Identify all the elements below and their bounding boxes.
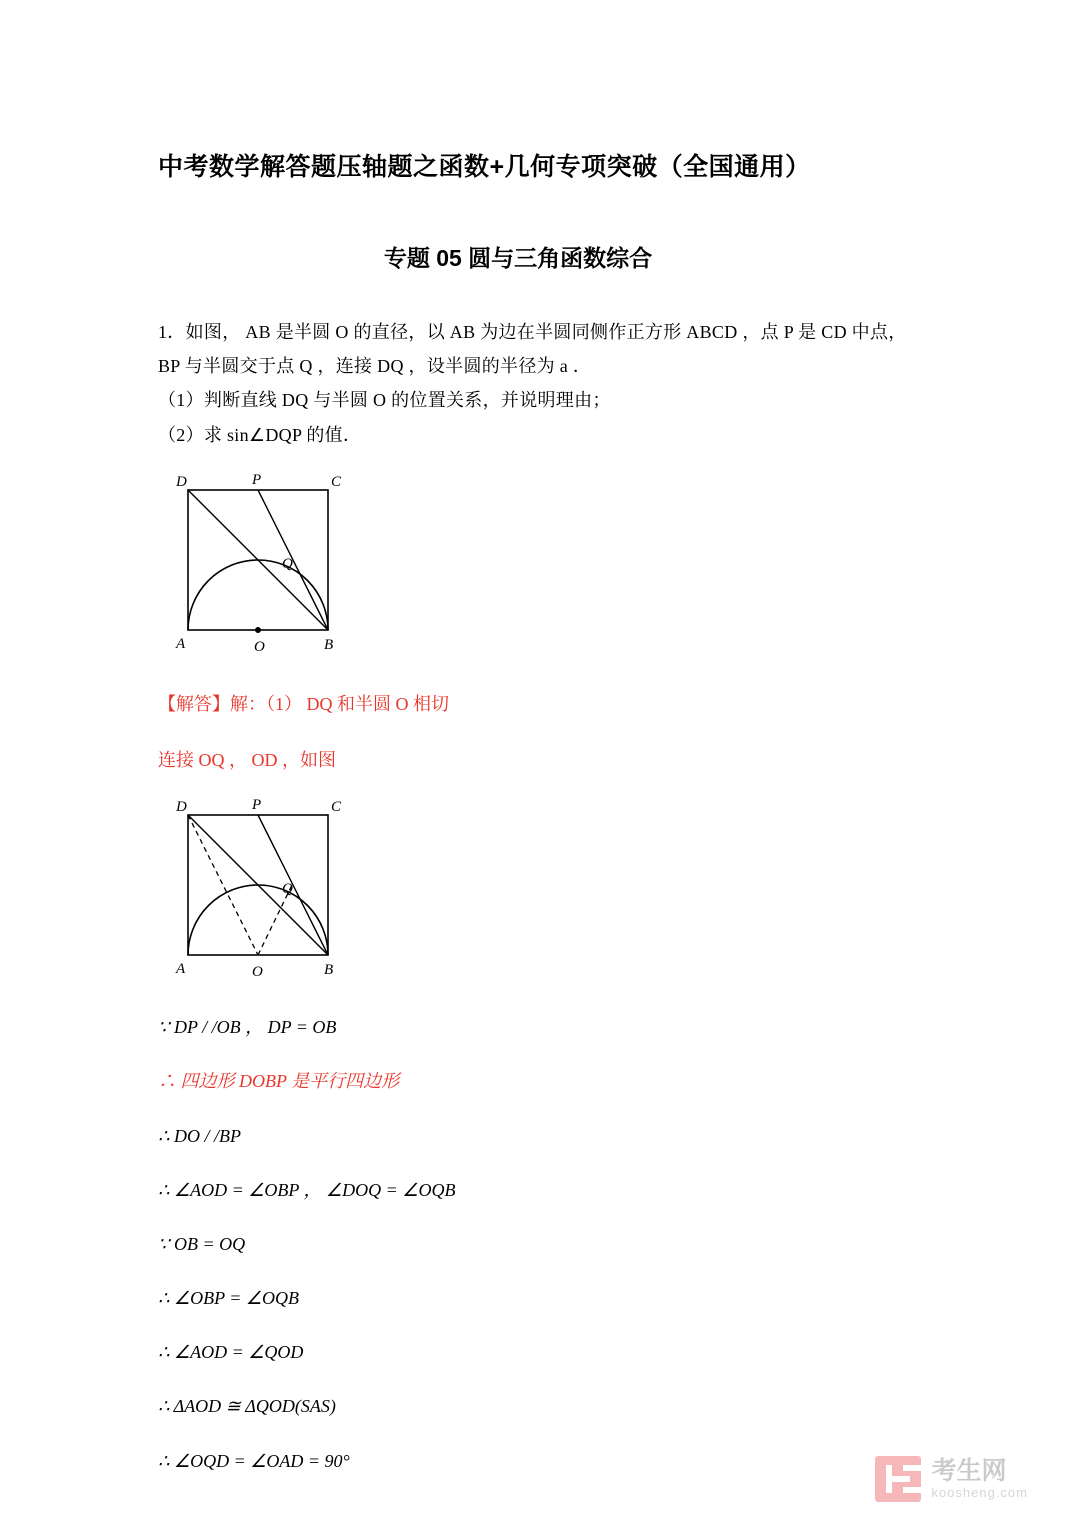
label-a: A xyxy=(176,961,186,978)
label-o: O xyxy=(252,964,263,981)
watermark-logo-icon xyxy=(875,1456,921,1502)
semicircle-o xyxy=(188,560,328,630)
label-b: B xyxy=(324,962,334,979)
label-p: P xyxy=(252,797,262,814)
label-b: B xyxy=(324,636,334,653)
solution-step: ∴ ∠AOD = ∠OBP ， ∠DOQ = ∠OQB xyxy=(158,1179,456,1200)
question-block xyxy=(158,315,918,452)
solution-step: ∵ DP / /OB ， DP = OB xyxy=(158,1017,337,1038)
label-c: C xyxy=(331,473,342,490)
point-o-dot xyxy=(255,627,261,633)
question-part-2: （2）求 sin∠DQP 的值． xyxy=(158,424,362,445)
label-q: Q xyxy=(282,881,293,898)
label-d: D xyxy=(176,473,187,490)
semicircle-o xyxy=(188,885,328,955)
question-stem-line-1: 1．如图， AB 是半圆 O 的直径，以 AB 为边在半圆同侧作正方形 ABCD ，点 P 是 CD 中点， xyxy=(158,322,907,342)
label-a: A xyxy=(176,635,186,652)
segment-db xyxy=(188,815,328,955)
solution-step: ∵ OB = OQ xyxy=(158,1233,246,1254)
solution-step: ∴ 四边形 DOBP 是平行四边形 xyxy=(158,1071,400,1092)
label-d: D xyxy=(176,799,187,816)
solution-step: ∴ ΔAOD ≅ ΔQOD(SAS) xyxy=(158,1396,336,1417)
label-c: C xyxy=(331,799,342,816)
section-title: 专题 05 圆与三角函数综合 xyxy=(383,245,653,271)
watermark-cn: 考生网 xyxy=(931,1457,1007,1486)
label-o: O xyxy=(254,638,265,655)
watermark-text xyxy=(931,1458,1028,1500)
solution-steps xyxy=(158,1010,918,1478)
solution-step: ∴ ∠OBP = ∠OQB xyxy=(158,1288,300,1309)
figure-2 xyxy=(168,795,918,990)
segment-db xyxy=(188,490,328,630)
answer-head: 【解答】解：（1） DQ 和半圆 O 相切 xyxy=(158,693,449,714)
solution-step: ∴ ∠OQD = ∠OAD = 90° xyxy=(158,1450,350,1471)
watermark-en: koosheng.com xyxy=(931,1484,1028,1500)
label-p: P xyxy=(252,471,262,488)
label-q: Q xyxy=(282,555,293,572)
question-stem-line-2: BP 与半圆交于点 Q ，连接 DQ ，设半圆的半径为 a ． xyxy=(158,356,592,377)
page-title: 中考数学解答题压轴题之函数+几何专项突破（全国通用） xyxy=(158,153,811,181)
solution-step: ∴ DO / /BP xyxy=(158,1125,241,1146)
figure-2-svg xyxy=(168,795,388,985)
figure-1-svg xyxy=(168,470,388,660)
watermark xyxy=(875,1456,1028,1502)
document-content xyxy=(158,150,918,1478)
solution-step: ∴ ∠AOD = ∠QOD xyxy=(158,1342,304,1363)
question-part-1: （1）判断直线 DQ 与半圆 O 的位置关系，并说明理由； xyxy=(158,390,611,411)
answer-line-2: 连接 OQ ， OD ，如图 xyxy=(158,749,336,770)
figure-1 xyxy=(168,470,918,665)
